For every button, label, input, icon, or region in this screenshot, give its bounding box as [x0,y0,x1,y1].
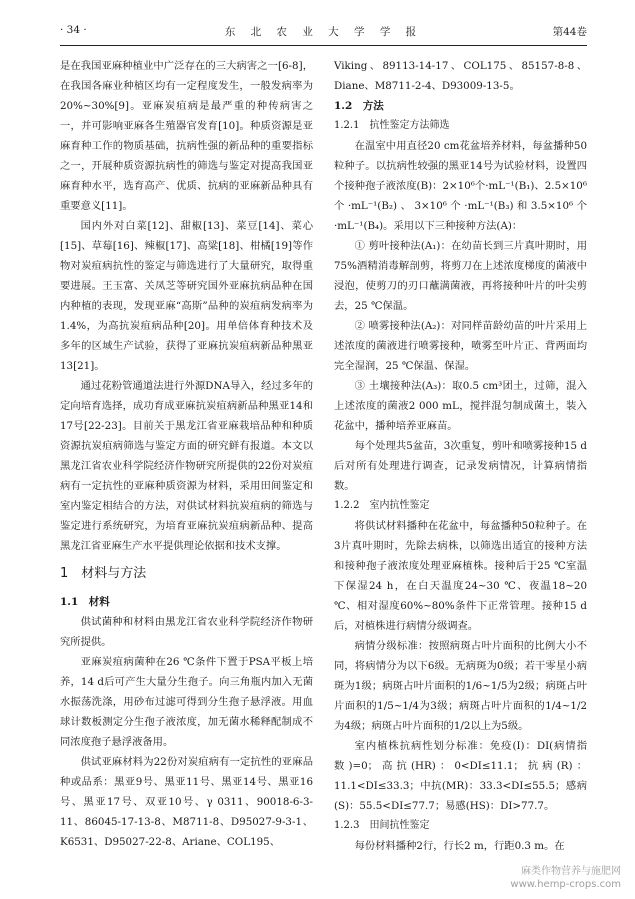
header-rule [60,45,587,46]
right-column [334,56,587,856]
subsubsection-heading-indoor-test: 1.2.2 室内抗性鉴定 [334,500,430,511]
paragraph-soil-inoculation: ③ 土壤接种法(A₃)：取0.5 cm³团土，过筛，混入上述浓度的菌液2 000 mL，搅拌混匀制成菌土，装入花盆中，播种培养亚麻苗。 [334,380,587,432]
journal-title: 东 北 农 业 大 学 学 报 [224,26,423,38]
paragraph-pathogen-culture: 亚麻炭疽病菌种在26 ℃条件下置于PSA平板上培养，14 d后可产生大量分生孢子。向三角瓶内加入无菌水振荡洗涤，用砂布过滤可得到分生孢子悬浮液。用血球计数板测定分生孢子液浓度，加无菌水稀释配制成不同浓度孢子悬浮液备用。 [60,656,313,748]
watermark-site-name: 麻类作物营养与施肥网 [521,866,621,877]
paragraph-disease-grading: 病情分级标准：按照病斑占叶片面积的比例大小不同，将病情分为以下6级。无病斑为0级；若干零星小病斑为1级；病斑占叶片面积的1/6~1/5为2级；病斑占叶片面积的1/5~1/4为3级；病斑占叶片面积的1/4~1/2为4级；病斑占叶片面积的1/2以上为5级。 [334,640,587,732]
paragraph-replicates: 每个处理共5盆苗，3次重复，剪叶和喷雾接种15 d后对所有处理进行调查，记录发病情况，计算病情指数。 [334,440,587,492]
paragraph-field-planting: 每份材料播种2行，行长2 m，行距0.3 m。在 [354,840,565,852]
paragraph-leaf-clipping: ① 剪叶接种法(A₁)：在幼苗长到三片真叶期时，用75%酒精消毒解剖剪，将剪刀在上述浓度梯度的菌液中浸泡，使剪刀的刃口蘸满菌液，再将接种叶片的叶尖剪去，25 ℃保温。 [334,240,587,312]
watermark-url: www.hemp-crops.com [510,879,621,890]
paragraph-material-source: 供试菌种和材料由黑龙江省农业科学院经济作物研究所提供。 [60,616,313,648]
paragraph-spray-inoculation: ② 喷雾接种法(A₂)：对同样苗龄幼苗的叶片采用上述浓度的菌液进行喷雾接种，喷雾至叶片正、背两面均完全湿润，25 ℃保温、保湿。 [334,320,587,372]
subsection-heading-materials: 1.1 材料 [60,596,110,608]
paragraph-continued: 是在我国亚麻种植业中广泛存在的三大病害之一[6-8]，在我国各麻业种植区均有一定程度发生，一般发病率为20%~30%[9]。亚麻炭疽病是最严重的种传病害之一，并可影响亚麻各生殖器官发育[10]。种质资源是亚麻育种工作的物质基础，抗病性强的新品种的重要指标之一，开展种质资源抗病性的筛选与鉴定对提高我国亚麻育种水平，选育高产、优质、抗病的亚麻新品种具有重要意义[11]。 [60,60,313,212]
paragraph-indoor-procedure: 将供试材料播种在花盆中，每盆播种50粒种子。在3片真叶期时，先除去病株，以筛选出适宜的接种方法和接种孢子液浓度处理亚麻植株。接种后于25 ℃室温下保湿24 h，在白天温度24~30 ℃、夜温18~20 ℃、相对湿度60%~80%条件下正常管理。接种15 d后，对植株进行病情分级调查。 [334,520,587,632]
volume-label: 第44卷 [552,26,587,38]
subsubsection-heading-method-screening: 1.2.1 抗性鉴定方法筛选 [334,120,450,131]
site-watermark [510,865,621,891]
subsubsection-heading-field-test: 1.2.3 田间抗性鉴定 [334,820,430,831]
running-header [60,22,587,44]
paragraph-varieties-continued: Viking、89113-14-17、COL175、85157-8-8、Diane、M8711-2-4、D93009-13-5。 [334,60,587,92]
page-number: · 34 · [60,24,87,36]
paragraph-test-varieties: 供试亚麻材料为22份对炭疽病有一定抗性的亚麻品种或品系：黑亚9号、黑亚11号、黑亚14号、黑亚16号、黑亚17号、双亚10号、γ 0311、90018-6-3-11、86045-17-13-8、M8711-8、D95027-9-3-1、K6531、D95027-22-8、Ariane、COL195、 [60,756,313,848]
paragraph-prior-research: 国内外对白菜[12]、甜椒[13]、菜豆[14]、菜心[15]、草莓[16]、辣椒[17]、高粱[18]、柑橘[19]等作物对炭疽病抗性的鉴定与筛选进行了大量研究，取得重要进展。王玉富、关凤芝等研究国外亚麻抗病品种在国内种植的表现，发现亚麻“高斯”品种的炭疽病发病率为1.4%，为高抗炭疽病品种[20]。用单倍体育种技术及多年的区域生产试验，获得了亚麻抗炭疽病新品种黑亚13[21]。 [60,220,313,372]
section-heading-materials-methods: 1 材料与方法 [60,566,147,581]
left-column [60,56,313,852]
paragraph-study-aim: 通过花粉管通道法进行外源DNA导入，经过多年的定向培育选择，成功育成亚麻抗炭疽病新品种黑亚14和17号[22-23]。目前关于黑龙江省亚麻栽培品种和种质资源抗炭疽病筛选与鉴定方面的研究鲜有报道。本文以黑龙江省农业科学院经济作物研究所提供的22份对炭疽病有一定抗性的亚麻种质资源为材料，采用田间鉴定和室内鉴定相结合的方法，对供试材料抗炭疽病的筛选与鉴定进行系统研究，为培育亚麻抗炭疽病新品种、提高黑龙江省亚麻生产水平提供理论依据和技术支撑。 [60,380,313,552]
paragraph-resistance-classes: 室内植株抗病性划分标准：免疫(I)：DI(病情指数)=0；高抗(HR)：0<DI≤11.1；抗病(R)：11.1<DI≤33.3；中抗(MR)：33.3<DI≤55.5；感病(S)：55.5<DI≤77.7；易感(HS)：DI>77.7。 [334,740,587,812]
subsection-heading-methods: 1.2 方法 [334,100,384,112]
paragraph-inoculum-concentrations: 在温室中用直径20 cm花盆培养材料，每盆播种50粒种子。以抗病性较强的黑亚14号为试验材料，设置四个接种孢子液浓度(B)：2×10⁶个·mL⁻¹(B₁)、2.5×10⁶个·mL⁻¹(B₂)、3×10⁶个·mL⁻¹(B₃)和3.5×10⁶个·mL⁻¹(B₄)。采用以下三种接种方法(A)： [334,140,587,232]
